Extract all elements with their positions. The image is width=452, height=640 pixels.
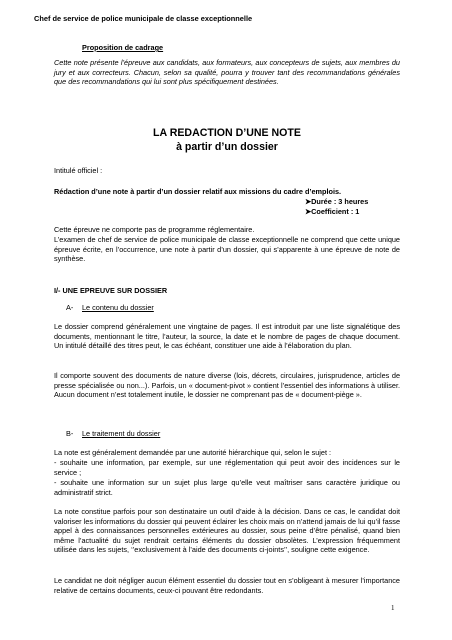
coefficient-line: ➤Coefficient : 1 bbox=[305, 207, 360, 216]
running-header: Chef de service de police municipale de classe exceptionnelle bbox=[34, 14, 253, 23]
intro-paragraph-2: L’examen de chef de service de police municipale de classe exceptionnelle ne comprend que cette unique épreuve écrite, en l’occurrence, une note à partir d’un dossier, qui s’apparente à une épreuve de note de synthèse. bbox=[54, 235, 400, 264]
subsection-a-title: Le contenu du dossier bbox=[82, 303, 154, 312]
section-b-paragraph-1: La note est généralement demandée par une autorité hiérarchique qui, selon le sujet : bbox=[54, 448, 332, 457]
subsection-b-title: Le traitement du dossier bbox=[82, 429, 161, 438]
section-b-paragraph-2: - souhaite une information, par exemple, sur une réglementation qui peut avoir des incidences sur le service ; bbox=[54, 458, 400, 477]
document-subtitle: à partir d’un dossier bbox=[176, 141, 278, 153]
document-title: LA REDACTION D’UNE NOTE bbox=[153, 127, 301, 139]
subsection-a-letter: A- bbox=[66, 303, 74, 312]
subsection-b-letter: B- bbox=[66, 429, 74, 438]
proposition-text: Cette note présente l’épreuve aux candidats, aux formateurs, aux concepteurs de sujets, aux membres du jury et aux correcteurs. Chacun, selon sa qualité, pourra y trouver tant des recommandations générales que des recommandations qui lui sont plus spécifiquement destinées. bbox=[54, 58, 400, 87]
intitule-text: Rédaction d’une note à partir d’un dossier relatif aux missions du cadre d’emplois. bbox=[54, 187, 342, 196]
intro-paragraph-1: Cette épreuve ne comporte pas de programme réglementaire. bbox=[54, 225, 255, 234]
proposition-heading: Proposition de cadrage bbox=[82, 43, 164, 52]
section-b-paragraph-3: - souhaite une information sur un sujet plus large qu’elle veut maîtriser sans caractère juridique ou administratif strict. bbox=[54, 478, 400, 497]
section-b-paragraph-5: Le candidat ne doit négliger aucun élément essentiel du dossier tout en s’obligeant à mesurer l’importance relative de certains documents, ceux-ci pouvant être redondants. bbox=[54, 576, 400, 595]
section-b-paragraph-4: La note constitue parfois pour son destinataire un outil d’aide à la décision. Dans ce cas, le candidat doit valoriser les informations du dossier qui peuvent éclairer les choix mais on n’attend jamais de lui qu’il fasse appel à des connaissances personnelles extérieures au dossier, sous peine d’être pénalisé, quand bien même l’actualité du sujet rendrait certains éléments du dossier obsolètes. L’expression fréquemment utilisée dans les sujets, ‘’exclusivement à l’aide des documents ci-joints’’, souligne cette exigence. bbox=[54, 507, 400, 555]
duree-line: ➤Durée : 3 heures bbox=[305, 197, 369, 206]
section-a-paragraph-2: Il comporte souvent des documents de nature diverse (lois, décrets, circulaires, jurisprudence, articles de presse spécialisée ou non...). Parfois, un « document-pivot » contient l’essentiel des informations à utiliser. Aucun document n’est totalement inutile, le dossier ne comprenant pas de « document-piège ». bbox=[54, 371, 400, 400]
intitule-label: Intitulé officiel : bbox=[54, 166, 103, 175]
section-1-heading: I/- UNE EPREUVE SUR DOSSIER bbox=[54, 286, 168, 295]
section-a-paragraph-1: Le dossier comprend généralement une vingtaine de pages. Il est introduit par une liste signalétique des documents, mentionnant le titre, l’auteur, la source, la date et le nombre de pages de chaque document. Un intitulé détaillé des titres peut, le cas échéant, constituer une aide à l’élaboration du plan. bbox=[54, 322, 400, 351]
page-number: 1 bbox=[391, 604, 395, 612]
